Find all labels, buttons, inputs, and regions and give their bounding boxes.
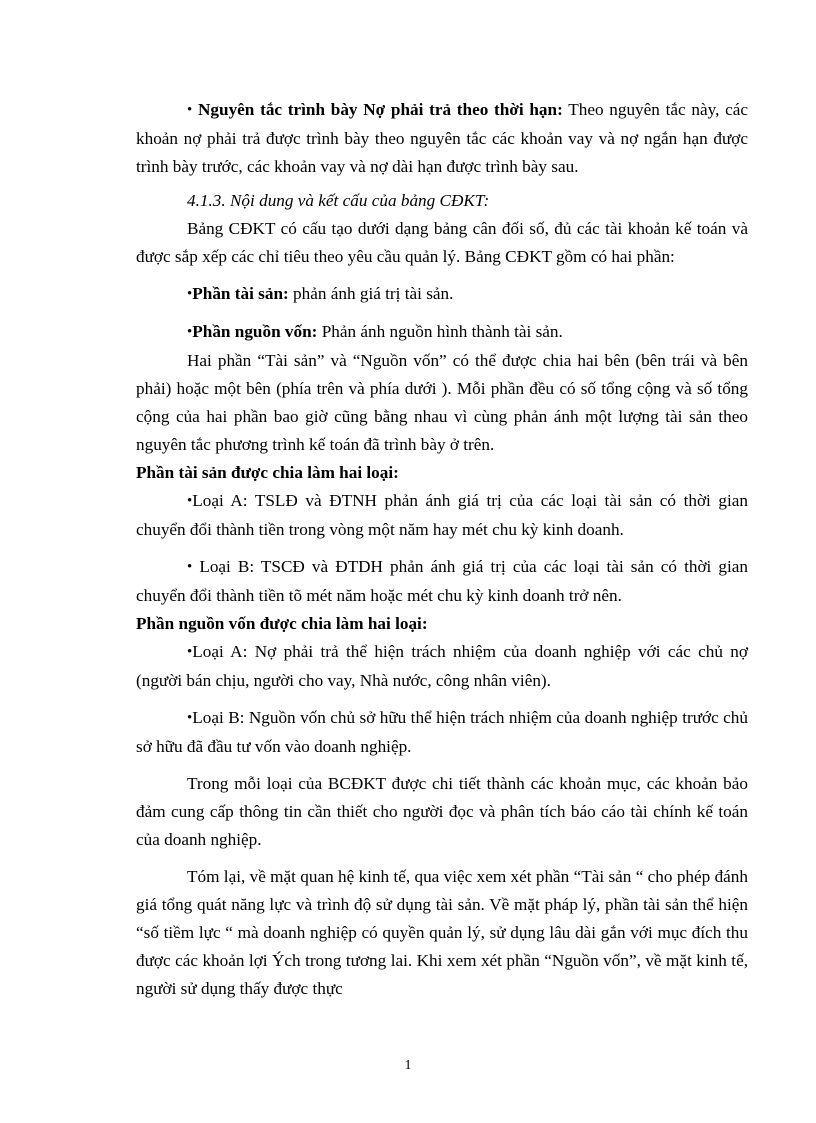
bullet-assets bbox=[136, 280, 748, 309]
heading-sources-text: Phần nguồn vốn được chia làm hai loại: bbox=[136, 614, 428, 633]
paragraph-two-parts: Hai phần “Tài sản” và “Nguồn vốn” có thể được chia hai bên (bên trái và bên phải) hoặc một bên (phía trên và phía dưới ). Mỗi phần đều có số tổng cộng và số tổng cộng của hai phần bao giờ cũng bằng nhau vì cùng phản ánh một lượng tài sản theo nguyên tắc phương trình kế toán đã trình bày ở trên. bbox=[136, 351, 748, 454]
section-heading: 4.1.3. Nội dung và kết cấu của bảng CĐKT: bbox=[187, 191, 490, 210]
sources-type-b bbox=[136, 704, 748, 761]
principle-text: Theo nguyên tắc này, các khoản nợ phải trả được trình bày theo nguyên tắc các khoản vay và nợ ngắn hạn được trình bày trước, các khoản vay và nợ dài hạn được trình bày sau. bbox=[136, 100, 748, 176]
sources-type-a-text: Loại A: Nợ phải trả thể hiện trách nhiệm của doanh nghiệp với các chủ nợ (người bán chịu, người cho vay, Nhà nước, công nhân viên). bbox=[136, 642, 748, 690]
paragraph-detail: Trong mỗi loại của BCĐKT được chi tiết thành các khoản mục, các khoản bảo đảm cung cấp thông tin cần thiết cho người đọc và phân tích báo cáo tài chính kế toán của doanh nghiệp. bbox=[136, 774, 748, 849]
bullet-glyph: • bbox=[187, 102, 193, 118]
paragraph-structure: Bảng CĐKT có cấu tạo dưới dạng bảng cân đối số, đủ các tài khoản kế toán và được sắp xếp các chỉ tiêu theo yêu cầu quản lý. Bảng CĐKT gồm có hai phần: bbox=[136, 219, 748, 266]
assets-type-b-text: Loại B: TSCĐ và ĐTDH phản ánh giá trị của các loại tài sản có thời gian chuyển đổi thành tiền tõ mét năm hoặc mét chu kỳ kinh doanh trở nên. bbox=[136, 557, 748, 605]
assets-type-b bbox=[136, 553, 748, 610]
bullet-sources-text: Phản ánh nguồn hình thành tài sản. bbox=[317, 322, 563, 341]
bullet-glyph: • bbox=[187, 644, 193, 660]
bullet-assets-text: phản ánh giá trị tài sản. bbox=[288, 284, 454, 303]
paragraph-principle bbox=[136, 96, 748, 181]
sources-type-a bbox=[136, 638, 748, 695]
heading-assets-text: Phần tài sản được chia làm hai loại: bbox=[136, 463, 399, 482]
document-page bbox=[136, 96, 748, 1003]
bullet-assets-label: Phần tài sản: bbox=[192, 284, 289, 303]
bullet-glyph: • bbox=[187, 324, 193, 340]
bullet-glyph: • bbox=[187, 493, 193, 509]
bullet-sources-label: Phần nguồn vốn: bbox=[192, 322, 318, 341]
heading-sources bbox=[136, 610, 748, 638]
bullet-sources bbox=[136, 318, 748, 347]
assets-type-a-text: Loại A: TSLĐ và ĐTNH phản ánh giá trị của các loại tài sản có thời gian chuyển đổi thành tiền trong vòng một năm hay mét chu kỳ kinh doanh. bbox=[136, 491, 748, 539]
principle-label: Nguyên tắc trình bày Nợ phải trả theo thời hạn: bbox=[198, 100, 563, 119]
sources-type-b-text: Loại B: Nguồn vốn chủ sở hữu thể hiện trách nhiệm của doanh nghiệp trước chủ sở hữu đã đầu tư vốn vào doanh nghiệp. bbox=[136, 708, 748, 756]
bullet-glyph: • bbox=[187, 559, 193, 575]
assets-type-a bbox=[136, 487, 748, 544]
page-number: 1 bbox=[404, 1058, 412, 1073]
bullet-glyph: • bbox=[187, 286, 193, 302]
paragraph-summary: Tóm lại, về mặt quan hệ kinh tế, qua việc xem xét phần “Tài sản “ cho phép đánh giá tổng quát năng lực và trình độ sử dụng tài sản. Về mặt pháp lý, phần tài sản thể hiện “số tiềm lực “ mà doanh nghiệp có quyền quản lý, sử dụng lâu dài gắn với mục đích thu được các khoản lợi Ých trong tương lai. Khi xem xét phần “Nguồn vốn”, về mặt kinh tế, người sử dụng thấy được thực bbox=[136, 867, 748, 998]
heading-assets bbox=[136, 459, 748, 487]
bullet-glyph: • bbox=[187, 710, 193, 726]
